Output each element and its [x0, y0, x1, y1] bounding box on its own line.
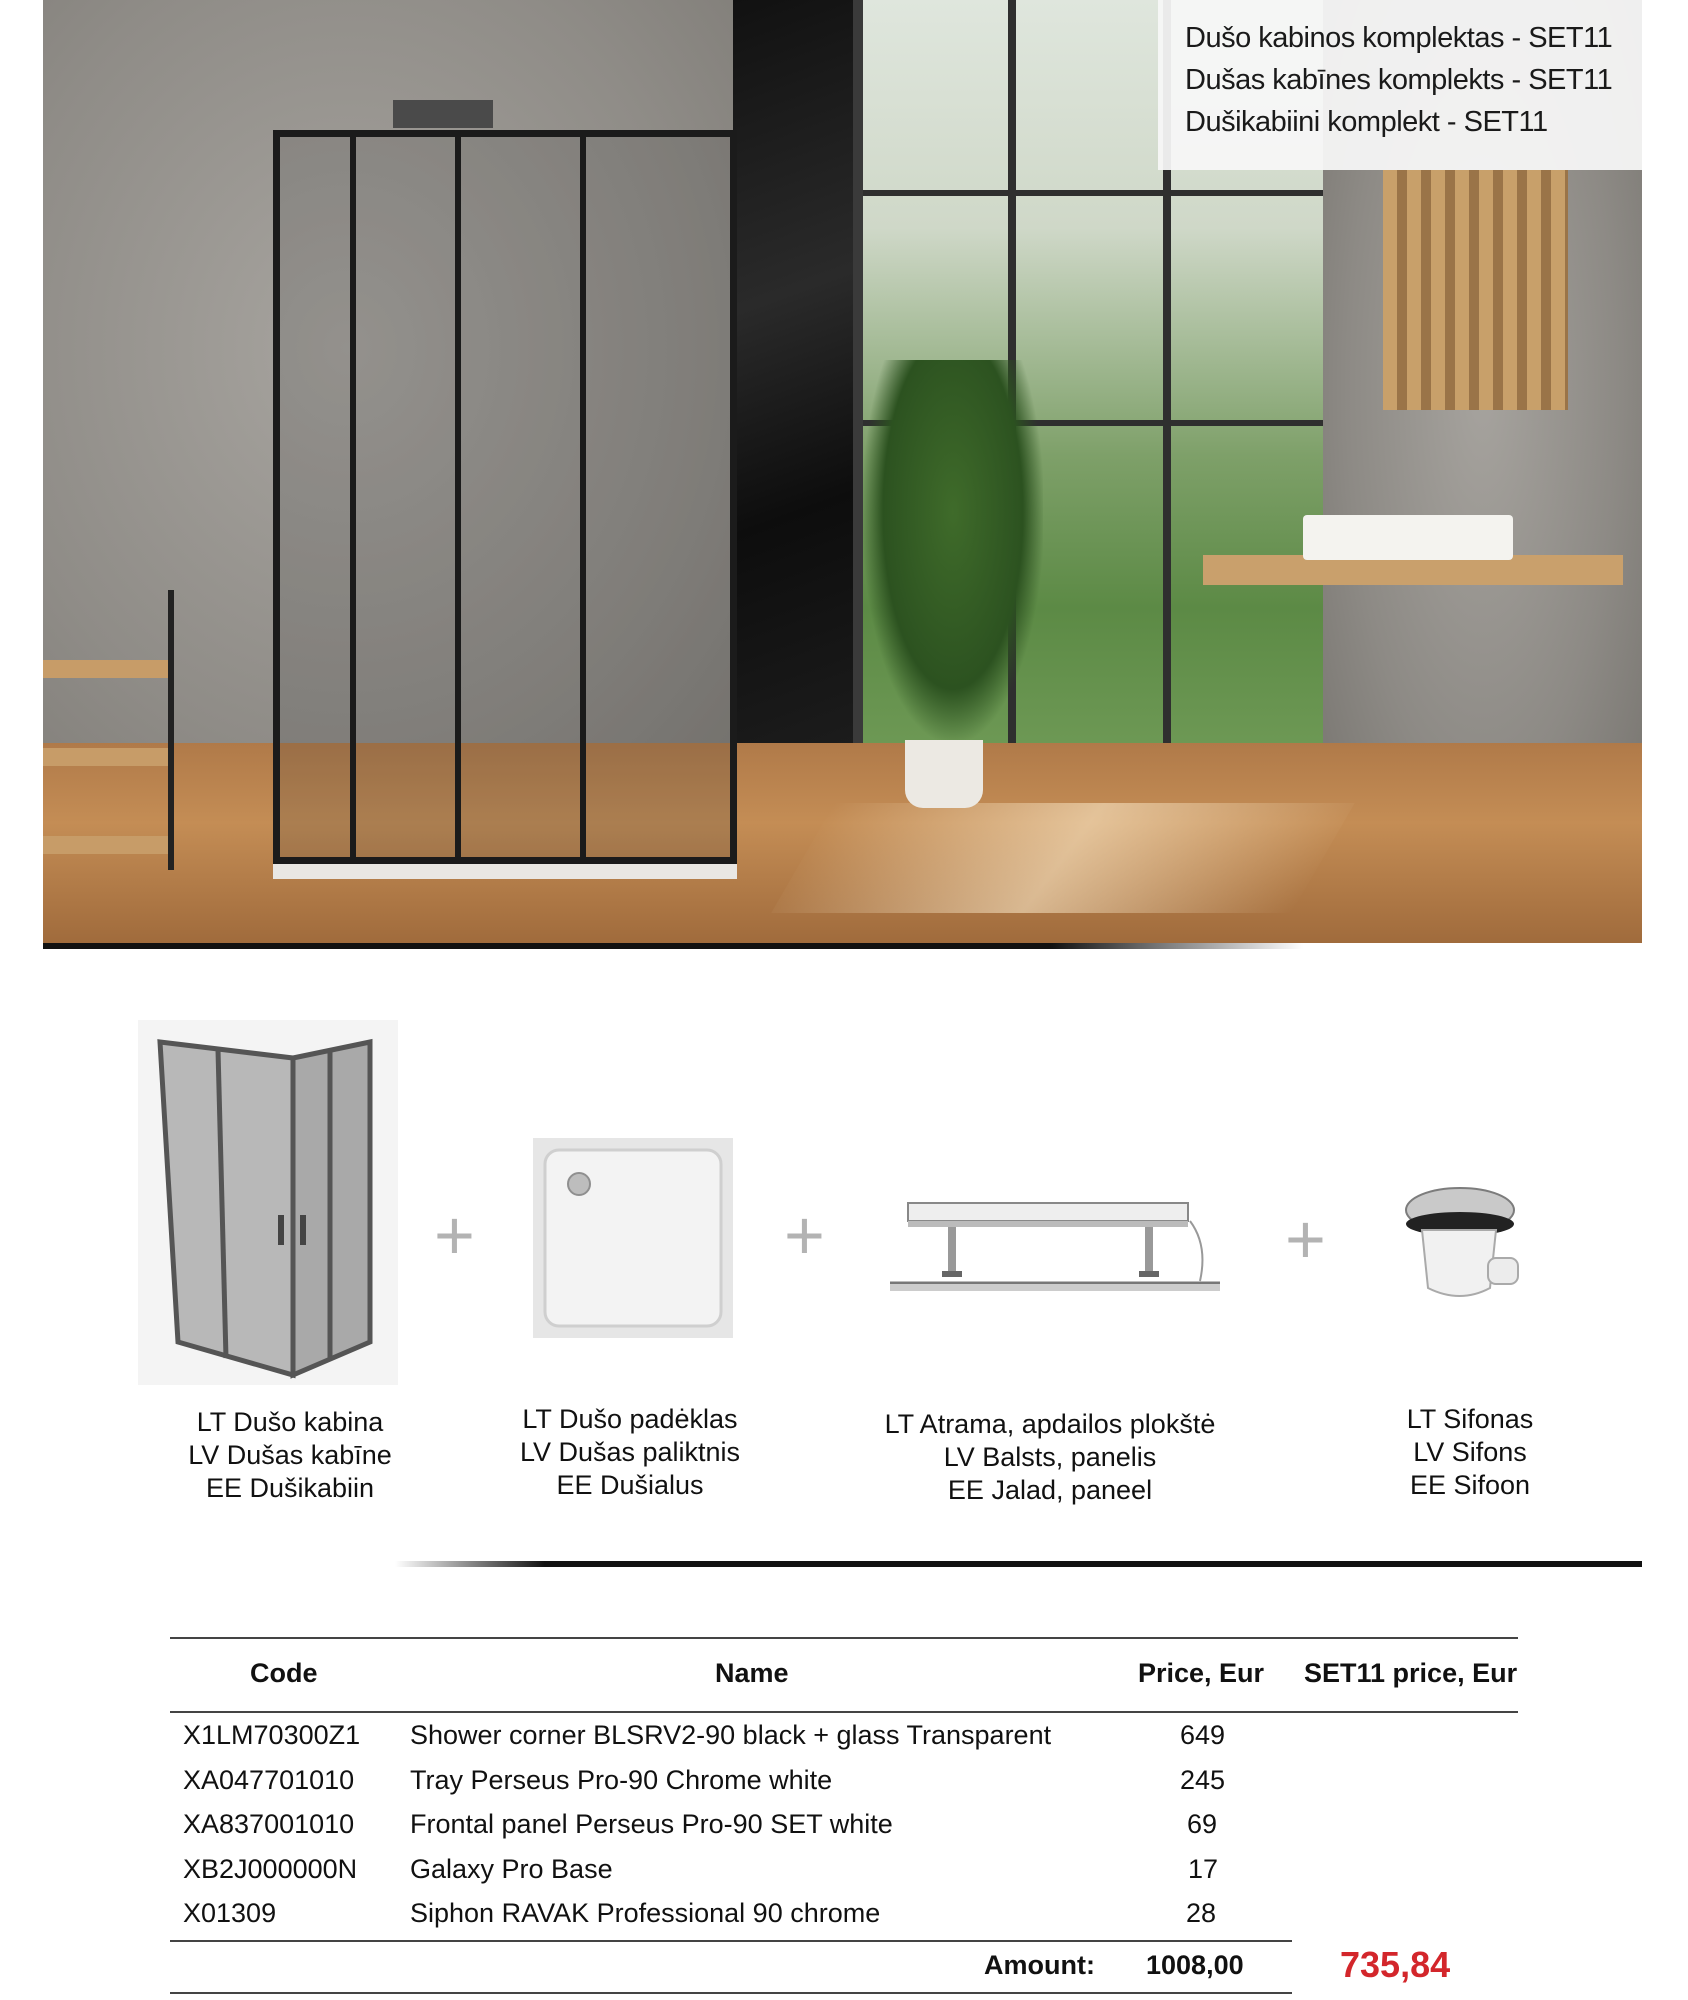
- hero-bottom-rule: [43, 943, 1303, 949]
- caption-ee: EE Dušikabiin: [205, 1473, 375, 1503]
- cell-price: 245: [1180, 1765, 1226, 1795]
- potted-plant: [863, 360, 1043, 740]
- table-top-rule: [170, 1637, 1518, 1639]
- caption-shower-cabin: [150, 1406, 430, 1505]
- caption-ee: EE Dušialus: [556, 1470, 704, 1500]
- cell-name: Shower corner BLSRV2-90 black + glass Transparent: [410, 1720, 1052, 1750]
- amount-label: Amount:: [984, 1950, 1095, 1980]
- amount-value: 1008,00: [1146, 1950, 1244, 1980]
- caption-lv: LV Balsts, panelis: [943, 1442, 1157, 1472]
- caption-lt: LT Dušo padėklas: [522, 1404, 738, 1434]
- support-panel-icon: [890, 1195, 1230, 1295]
- cell-name: Galaxy Pro Base: [410, 1854, 613, 1884]
- cell-code: X1LM70300Z1: [183, 1720, 361, 1750]
- header-price: Price, Eur: [1138, 1658, 1265, 1688]
- siphon-icon: [1400, 1180, 1530, 1310]
- caption-lv: LV Sifons: [1413, 1437, 1527, 1467]
- table-header-rule: [170, 1711, 1518, 1713]
- caption-lv: LV Dušas kabīne: [188, 1440, 392, 1470]
- plus-sign: +: [434, 1196, 475, 1274]
- cell-code: XA837001010: [183, 1809, 355, 1839]
- header-code: Code: [250, 1658, 318, 1688]
- cell-price: 28: [1186, 1898, 1217, 1928]
- wood-slat-mirror: [1383, 170, 1568, 410]
- black-marble-column: [733, 0, 853, 850]
- hero-photo: [43, 0, 1642, 943]
- title-line-ee: Dušikabiini komplekt - SET11: [1185, 106, 1548, 138]
- caption-ee: EE Sifoon: [1409, 1470, 1531, 1500]
- cell-code: X01309: [183, 1898, 277, 1928]
- plus-sign: +: [784, 1196, 825, 1274]
- title-line-lv: Dušas kabīnes komplekts - SET11: [1185, 64, 1613, 96]
- caption-lt: LT Sifonas: [1406, 1404, 1534, 1434]
- shower-tray-icon: [533, 1138, 733, 1338]
- plus-sign: +: [1285, 1200, 1326, 1278]
- cell-name: Siphon RAVAK Professional 90 chrome: [410, 1898, 881, 1928]
- cell-price: 649: [1180, 1720, 1226, 1750]
- washbasin: [1303, 515, 1513, 560]
- shower-cabin-icon: [138, 1020, 398, 1385]
- set-price-value: 735,84: [1340, 1944, 1451, 1985]
- caption-ee: EE Jalad, paneel: [947, 1475, 1153, 1505]
- caption-lt: LT Atrama, apdailos plokštė: [884, 1409, 1216, 1439]
- title-line-lt: Dušo kabinos komplektas - SET11: [1185, 22, 1613, 54]
- cell-name: Tray Perseus Pro-90 Chrome white: [410, 1765, 833, 1795]
- table-bottom-rule: [170, 1992, 1292, 1994]
- cell-name: Frontal panel Perseus Pro-90 SET white: [410, 1809, 893, 1839]
- cell-code: XB2J000000N: [183, 1854, 358, 1884]
- table-rows-end-rule: [170, 1940, 1292, 1942]
- header-name: Name: [715, 1658, 789, 1688]
- caption-siphon: [1330, 1403, 1610, 1502]
- caption-lv: LV Dušas paliktnis: [519, 1437, 741, 1467]
- plant-pot: [905, 740, 983, 808]
- caption-lt: LT Dušo kabina: [196, 1407, 384, 1437]
- caption-shower-tray: [490, 1403, 770, 1502]
- section-divider: [395, 1561, 1642, 1567]
- shower-head: [393, 100, 493, 128]
- set-title-box: [1158, 0, 1642, 170]
- caption-support-panel: [870, 1408, 1230, 1507]
- shower-cabin: [273, 130, 737, 864]
- cell-code: XA047701010: [183, 1765, 355, 1795]
- sunlight: [771, 803, 1355, 913]
- trolley-shelf: [43, 590, 174, 870]
- cell-price: 17: [1188, 1854, 1219, 1884]
- cell-price: 69: [1187, 1809, 1218, 1839]
- header-set-price: SET11 price, Eur: [1304, 1658, 1518, 1688]
